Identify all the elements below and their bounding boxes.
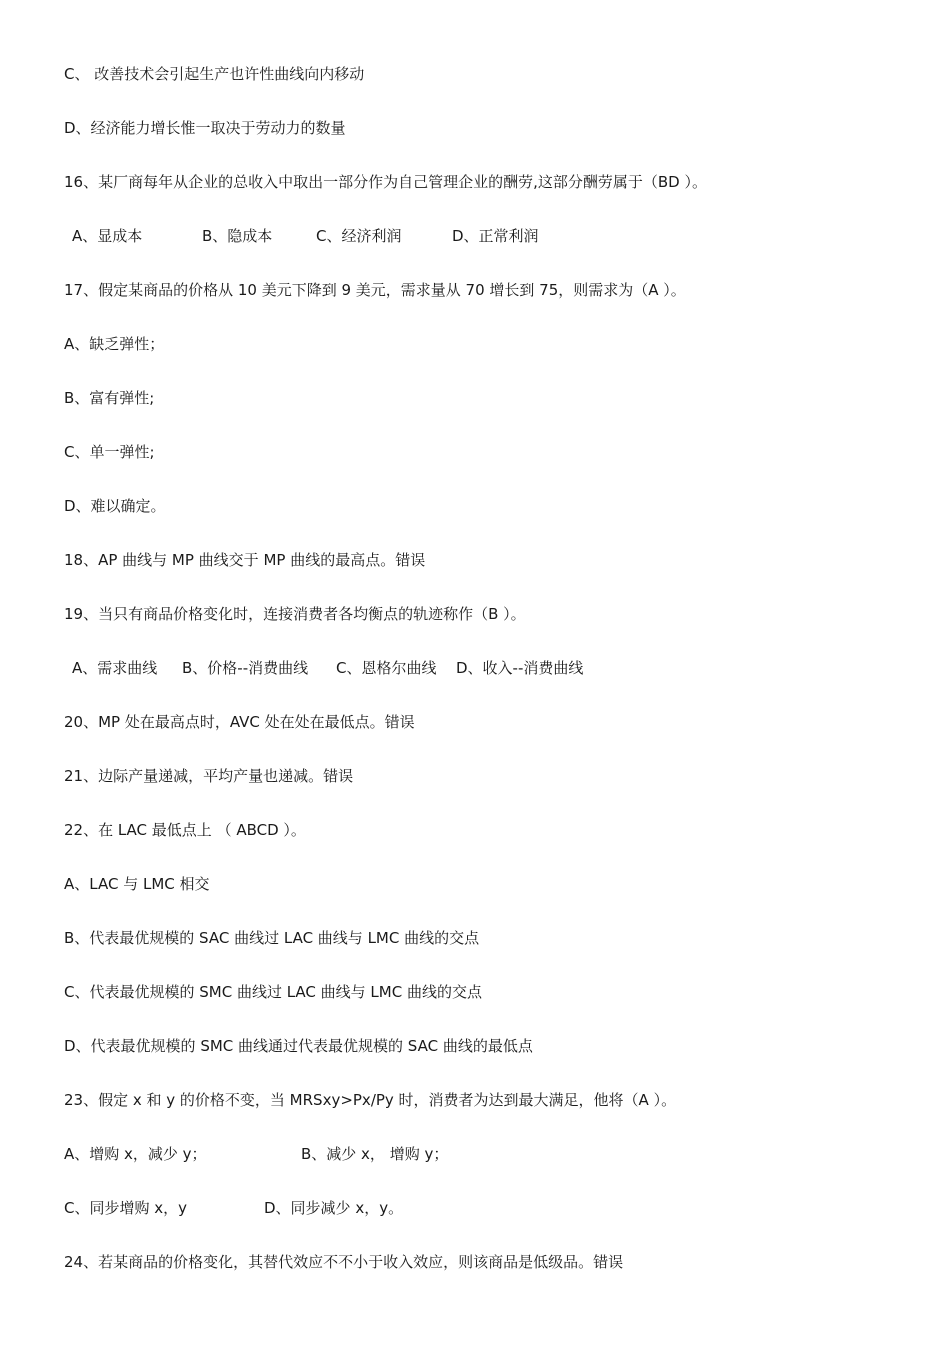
- q23-option-b: B、减少 x， 增购 y；: [301, 1145, 449, 1163]
- question-16-options: [64, 226, 539, 246]
- q23-option-d: D、同步减少 x，y。: [264, 1199, 404, 1217]
- q22-option-b: B、代表最优规模的 SAC 曲线过 LAC 曲线与 LMC 曲线的交点: [64, 929, 480, 947]
- q22-option-c: C、代表最优规模的 SMC 曲线过 LAC 曲线与 LMC 曲线的交点: [64, 983, 482, 1001]
- q22-option-a: A、LAC 与 LMC 相交: [64, 875, 210, 893]
- q19-option-c: C、恩格尔曲线: [336, 659, 437, 677]
- q16-option-c: C、经济利润: [316, 227, 402, 245]
- q16-option-a: A、显成本: [72, 227, 143, 245]
- question-20: 20、MP 处在最高点时，AVC 处在处在最低点。错误: [64, 713, 415, 731]
- question-18: 18、AP 曲线与 MP 曲线交于 MP 曲线的最高点。错误: [64, 551, 426, 569]
- q19-option-b: B、价格--消费曲线: [182, 659, 309, 677]
- question-19-options: [64, 658, 584, 678]
- text-line-option-d: D、经济能力增长惟一取决于劳动力的数量: [64, 119, 346, 137]
- q16-option-d: D、正常利润: [452, 227, 539, 245]
- q23-option-a: A、增购 x，减少 y；: [64, 1145, 207, 1163]
- question-23-options-cd: [64, 1198, 404, 1218]
- question-23-options-ab: [64, 1144, 449, 1164]
- q17-option-a: A、缺乏弹性；: [64, 335, 165, 353]
- text-line-option-c: C、 改善技术会引起生产也许性曲线向内移动: [64, 65, 365, 83]
- question-17: 17、假定某商品的价格从 10 美元下降到 9 美元，需求量从 70 增长到 75，则需求为（A ）。: [64, 281, 686, 299]
- q23-option-c: C、同步增购 x，y: [64, 1199, 187, 1217]
- q17-option-c: C、单一弹性;: [64, 443, 155, 461]
- q19-option-d: D、收入--消费曲线: [456, 659, 584, 677]
- q17-option-b: B、富有弹性;: [64, 389, 155, 407]
- question-21: 21、边际产量递减，平均产量也递减。错误: [64, 767, 354, 785]
- question-19: 19、当只有商品价格变化时，连接消费者各均衡点的轨迹称作（B ）。: [64, 605, 526, 623]
- q19-option-a: A、需求曲线: [72, 659, 158, 677]
- question-24: 24、若某商品的价格变化，其替代效应不不小于收入效应，则该商品是低级品。错误: [64, 1253, 624, 1271]
- question-23: 23、假定 x 和 y 的价格不变，当 MRSxy>Px/Py 时，消费者为达到最大满足，他将（A ）。: [64, 1091, 677, 1109]
- q16-option-b: B、隐成本: [202, 227, 273, 245]
- q22-option-d: D、代表最优规模的 SMC 曲线通过代表最优规模的 SAC 曲线的最低点: [64, 1037, 533, 1055]
- question-16: 16、某厂商每年从企业的总收入中取出一部分作为自己管理企业的酬劳,这部分酬劳属于（BD ）。: [64, 173, 707, 191]
- q17-option-d: D、难以确定。: [64, 497, 166, 515]
- question-22: 22、在 LAC 最低点上 （ ABCD ）。: [64, 821, 306, 839]
